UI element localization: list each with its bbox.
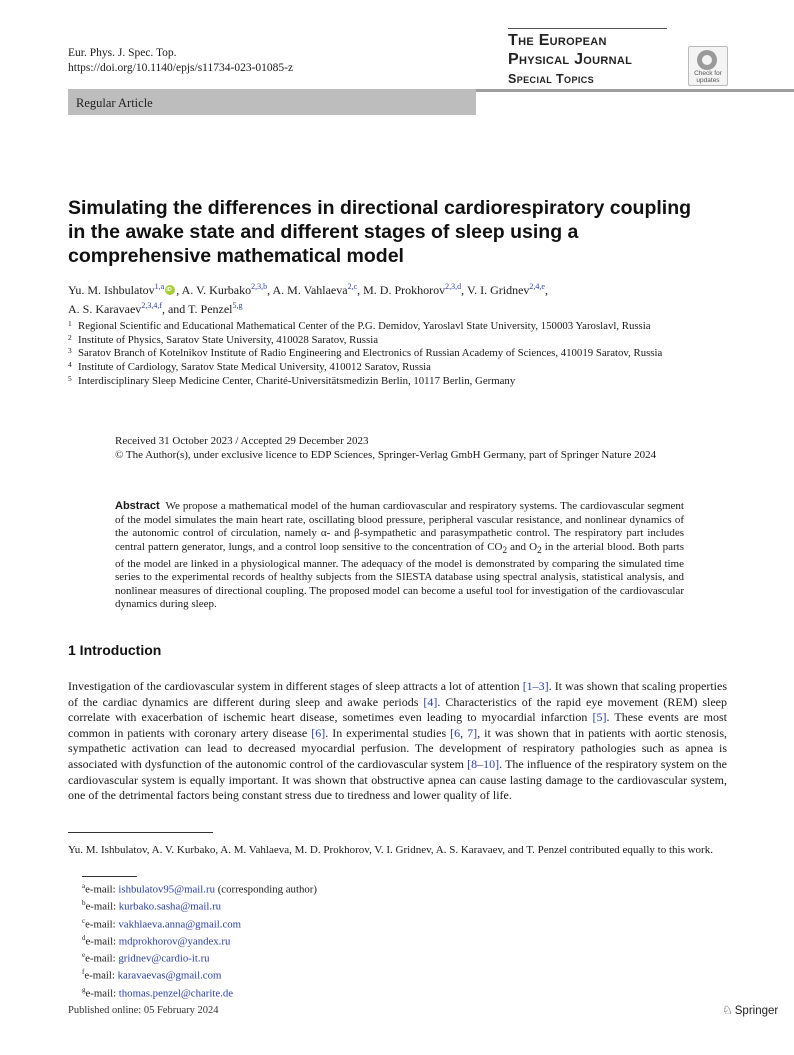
abstract-text: We propose a mathematical model of the human cardiovascular and respiratory systems. The cardiovascular segment of the model simulates the main heart rate, oscillating blood pressure, peripheral vascular resistance, and nonlinear dynamics of the autonomic control of circulation, namely α- and β-sympathetic and parasympathetic control. The respiratory part includes central pattern generator, lungs, and a control loop sensitive to the concentration of CO [115,500,684,553]
journal-name-line1: The European [508,32,607,49]
email-marker: e [82,951,86,960]
citation-link[interactable]: [6 [450,725,461,740]
body-text: , [460,725,468,740]
article-type-label: Regular Article [76,96,153,110]
email-link[interactable]: vakhlaeva.anna@gmail.com [118,918,242,931]
affiliation-item [68,347,730,361]
footnote-divider [82,876,137,877]
email-item [82,984,482,1001]
email-prefix: e-mail: [85,987,119,1000]
author-name: A. S. Karavaev [68,302,142,316]
subscript: 2 [502,544,508,555]
email-link[interactable]: gridnev@cardio-it.ru [118,952,210,965]
section-heading: 1 Introduction [68,642,162,658]
author-name: T. Penzel [188,302,233,316]
affiliation-text: Institute of Physics, Saratov State University, 410028 Saratov, Russia [78,333,378,346]
affiliation-item [68,334,730,348]
affiliations [68,320,730,389]
email-marker: c [82,916,86,925]
body-text: Investigation of the cardiovascular system in different stages of sleep attracts a lot of attention [68,679,523,693]
author-name: A. M. Vahlaeva [272,283,348,297]
body-text: . In experimental studies [325,725,451,740]
affiliation-text: Saratov Branch of Kotelnikov Institute of Radio Engineering and Electronics of Russian Academy of Sciences, 410019 Saratov, Russia [78,347,663,360]
email-item [82,966,482,983]
footnote-divider [68,832,213,833]
affiliation-text: Regional Scientific and Educational Mathematical Center of the P.G. Demidov, Yaroslavl State University, 150003 Yaroslavl, Russia [78,320,651,332]
author-affil-sup[interactable]: 1,a [154,282,165,291]
email-link[interactable]: kurbako.sasha@mail.ru [118,900,222,913]
copyright-notice: © The Author(s), under exclusive licence to EDP Sciences, Springer-Verlag GmbH Germany, part of Springer Nature 2024 [115,448,657,461]
citation-link[interactable]: [1–3] [522,679,549,693]
email-prefix: e-mail: [85,952,119,965]
affiliation-text: Interdisciplinary Sleep Medicine Center, Charité-Universitätsmedizin Berlin, 10117 Berlin, Germany [78,374,516,387]
email-link[interactable]: thomas.penzel@charite.de [118,987,234,1000]
publisher-logo[interactable] [722,1003,778,1017]
abstract [115,500,684,612]
email-marker: a [82,882,86,890]
author-name: V. I. Gridnev [466,283,530,297]
author-name: Yu. M. Ishbulatov [68,283,155,297]
email-marker: g [82,985,86,994]
article-title: Simulating the differences in directional cardiorespiratory coupling in the awake state and different stages of sleep using a comprehensive mathematical model [68,197,692,267]
author-list: Yu. M. Ishbulatov$^{1,a}$iD , A. V. Kurbako$^{2,3,b}$, A. M. Vahlaeva$^{2,c}$, M. D. Prokhorov$^{2,3,d}$, V. I. Gridnev$^{2,4,e}$, A. S. Karavaev$^{2,3,4,f}$, and T. Penzel$^{5,g}$ [68,279,728,317]
email-item [82,915,482,932]
author-affil-sup[interactable]: 5,g [232,301,243,310]
journal-abbrev: Eur. Phys. J. Spec. Top. [68,47,177,59]
email-list [82,880,482,1001]
author-affil-sup[interactable]: 2,3,b [251,282,268,291]
journal-subtitle: Special Topics [508,72,595,86]
affiliation-number: 3 [68,346,72,356]
author-name: M. D. Prokhorov [363,283,446,297]
doi-link[interactable]: https://doi.org/10.1140/epjs/s11734-023-01085-z [68,62,294,74]
email-item [82,932,482,949]
journal-name-line2: Physical Journal [508,51,633,68]
email-note: (corresponding author) [215,883,317,896]
author-affil-sup[interactable]: 2,4,e [529,282,545,291]
email-marker: d [82,933,86,942]
email-link[interactable]: ishbulatov95@mail.ru [118,883,215,896]
article-dates [115,435,675,462]
abstract-text: in the arterial blood. Both parts of the model are linked in a physiological manner. The adequacy of the model is demonstrated by comparing the simulated time series to the experimental records of healthy subjects from the SIESTA database using spectral analysis, statistical analysis, and nonlinear measures of directional coupling. The proposed model can become a useful tool for investigation of the cardiovascular dynamics during sleep. [115,540,684,611]
citation-link[interactable]: [8–10] [467,756,500,771]
body-text: . These events are most common in patients with coronary artery disease [68,710,727,740]
author-affil-sup[interactable]: 2,3,d [445,282,462,291]
citation-link[interactable]: [4] [423,694,438,709]
check-for-updates-badge[interactable] [688,46,728,86]
body-text: . The influence of the respiratory system on the cardiovascular system is equally important. It was shown that obstructive apnea can cause lasting damage to the cardiovascular system, one of the detrimental factors being constant stress due to tiredness and lower quality of life. [68,756,727,803]
journal-citation [68,46,293,76]
received-accepted-dates: Received 31 October 2023 / Accepted 29 December 2023 [115,435,369,447]
journal-top-rule [508,28,667,29]
abstract-text: and O [507,540,538,553]
email-marker: f [82,968,85,977]
published-date: Published online: 05 February 2024 [68,1005,219,1016]
email-item [82,897,482,914]
email-prefix: e-mail: [85,918,119,931]
affiliation-number: 2 [68,332,72,342]
journal-name [508,31,632,69]
contribution-note: Yu. M. Ishbulatov, A. V. Kurbako, A. M. Vahlaeva, M. D. Prokhorov, V. I. Gridnev, A. S. Karavaev, and T. Penzel contributed equally to this work. [68,844,713,856]
introduction-paragraph [68,679,727,804]
abstract-label: Abstract [115,500,160,512]
check-for-updates-label: Check for updates [694,70,722,84]
orcid-icon[interactable] [165,285,175,295]
email-link[interactable]: mdprokhorov@yandex.ru [118,935,231,948]
email-prefix: e-mail: [84,970,118,983]
email-item [82,880,482,897]
affiliation-number: 1 [68,319,72,328]
author-affil-sup[interactable]: 2,3,4,f [141,301,162,310]
affiliation-number: 5 [68,373,72,383]
affiliation-item [68,375,730,389]
subscript: 2 [537,544,542,555]
affiliation-item [68,320,730,334]
affiliation-item [68,361,730,375]
email-prefix: e-mail: [85,935,119,948]
citation-link[interactable]: [5] [592,710,607,725]
body-text: , it was shown that in patients with aortic stenosis, sympathetic activation can lead to decreased myocardial perfusion. The development of respiratory pathologies such as apnea is associated with dysfunction of the autonomic control of the cardiovascular system [68,725,728,771]
author-affil-sup[interactable]: 2,c [347,282,358,291]
publisher-name: Springer [734,1005,779,1017]
citation-link[interactable]: [6] [311,725,326,740]
email-item [82,949,482,966]
affiliation-text: Institute of Cardiology, Saratov State Medical University, 410012 Saratov, Russia [78,361,431,374]
body-text: . Characteristics of the rapid eye movement (REM) sleep correlate with exacerbation of ischemic heart disease, sometimes even leading to myocardial infarction [68,694,727,725]
affiliation-number: 4 [68,360,72,370]
crossmark-icon [697,50,717,70]
email-marker: b [82,899,86,908]
email-prefix: e-mail: [85,900,119,913]
springer-horse-icon: ♘ [722,1003,733,1017]
citation-link[interactable]: 7] [467,725,478,740]
author-name: A. V. Kurbako [181,283,252,297]
body-text: . It was shown that scaling properties of the cardiac dynamics are different during sleep and awake periods [68,679,728,709]
email-prefix: e-mail: [85,883,119,896]
email-link[interactable]: karavaevas@gmail.com [117,970,222,983]
